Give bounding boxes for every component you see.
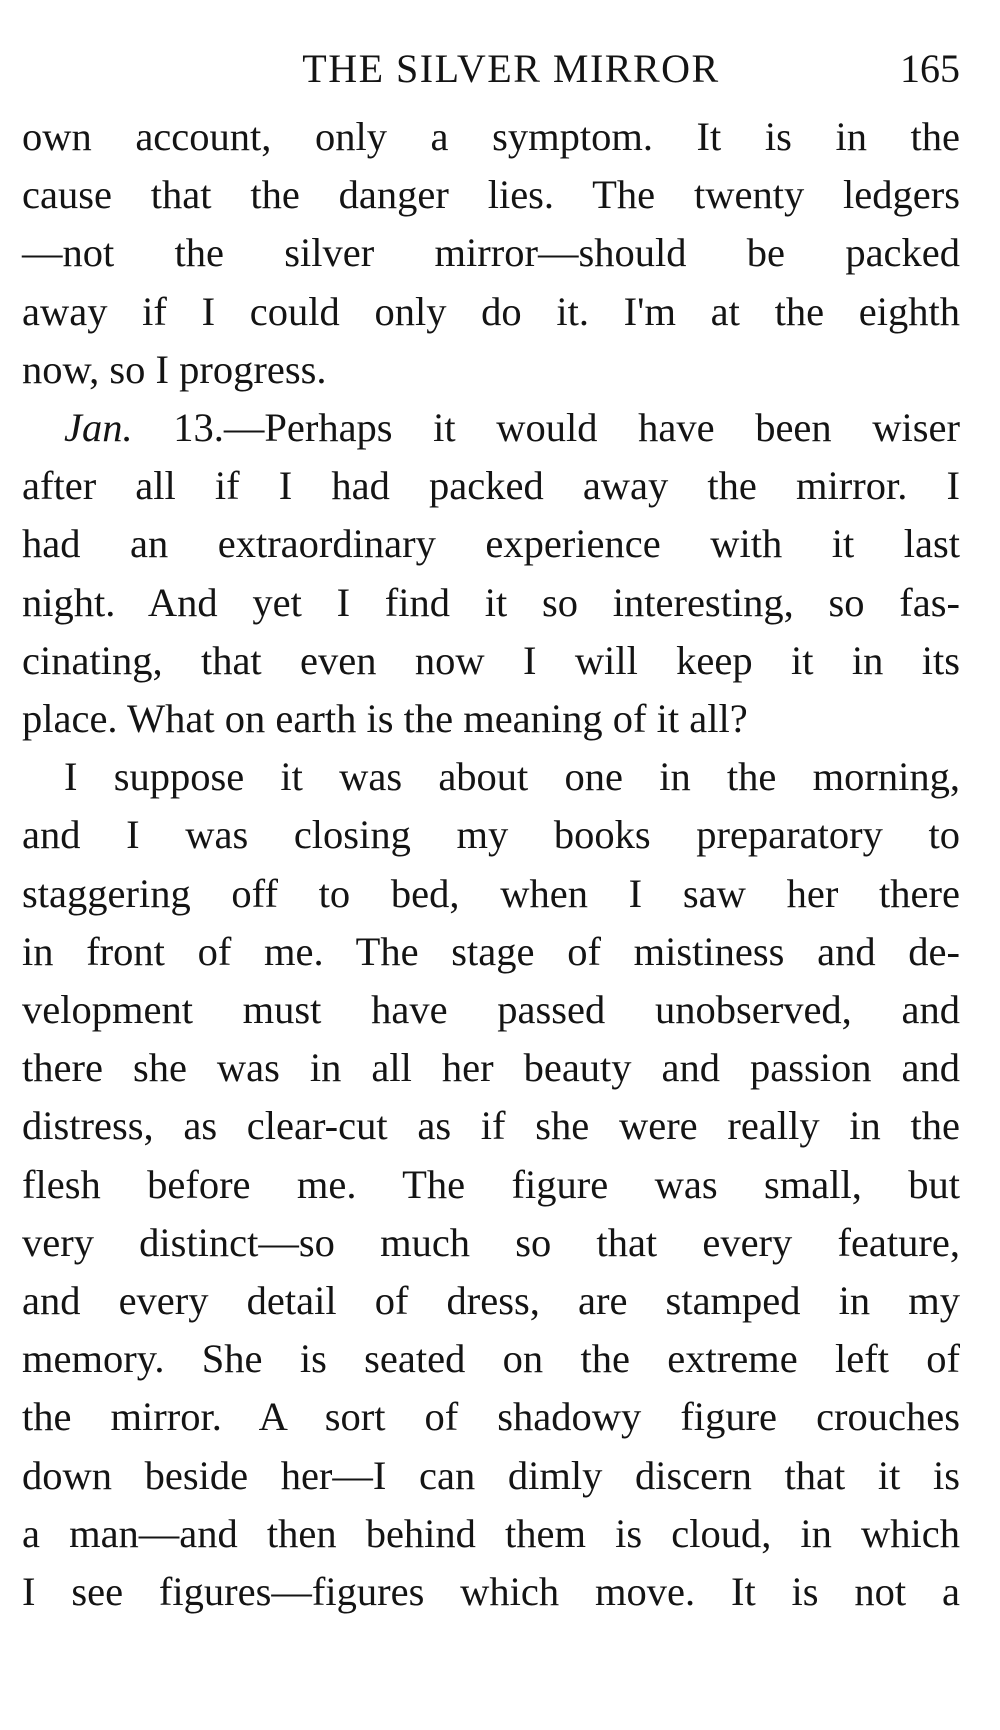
text-line: cinating, that even now I will keep it in its [22,637,960,683]
text-line: place. What on earth is the meaning of it all? [22,696,748,742]
text-line: I see figures—figures which move. It is not a [22,1569,960,1615]
entry-date-text: 13.—Perhaps it would have been wiser [173,405,960,451]
text-line: in front of me. The stage of mistiness and de- [22,928,960,974]
book-page [22,40,960,1621]
text-line: had an extraordinary experience with it last [22,521,960,567]
entry-date-label: Jan. [64,405,133,451]
text-line: night. And yet I find it so interesting, so fas- [22,579,960,625]
text-line: memory. She is seated on the extreme left of [22,1336,960,1382]
text-line: the mirror. A sort of shadowy figure crouches [22,1394,960,1440]
running-title: THE SILVER MIRROR [302,46,720,91]
text-line-entry-date [22,399,960,457]
page-number: 165 [900,46,960,91]
text-line: —not the silver mirror—should be packed [22,230,960,276]
text-line: there she was in all her beauty and passion and [22,1045,960,1091]
text-line: and I was closing my books preparatory to [22,812,960,858]
text-line: very distinct—so much so that every feature, [22,1219,960,1265]
text-line: velopment must have passed unobserved, and [22,987,960,1033]
text-line: now, so I progress. [22,346,327,392]
text-line: cause that the danger lies. The twenty ledgers [22,172,960,218]
running-header [22,40,960,98]
text-line: flesh before me. The figure was small, but [22,1161,960,1207]
text-line: a man—and then behind them is cloud, in which [22,1510,960,1556]
text-line: after all if I had packed away the mirror. I [22,463,960,509]
text-line: distress, as clear-cut as if she were really in the [22,1103,960,1149]
text-line: own account, only a symptom. It is in the [22,114,960,159]
text-line: away if I could only do it. I'm at the eighth [22,288,960,334]
text-line: down beside her—I can dimly discern that it is [22,1452,960,1498]
text-line: staggering off to bed, when I saw her there [22,870,960,916]
body-text [22,108,960,1621]
text-line: I suppose it was about one in the morning, [64,754,960,800]
text-line: and every detail of dress, are stamped in my [22,1278,960,1324]
